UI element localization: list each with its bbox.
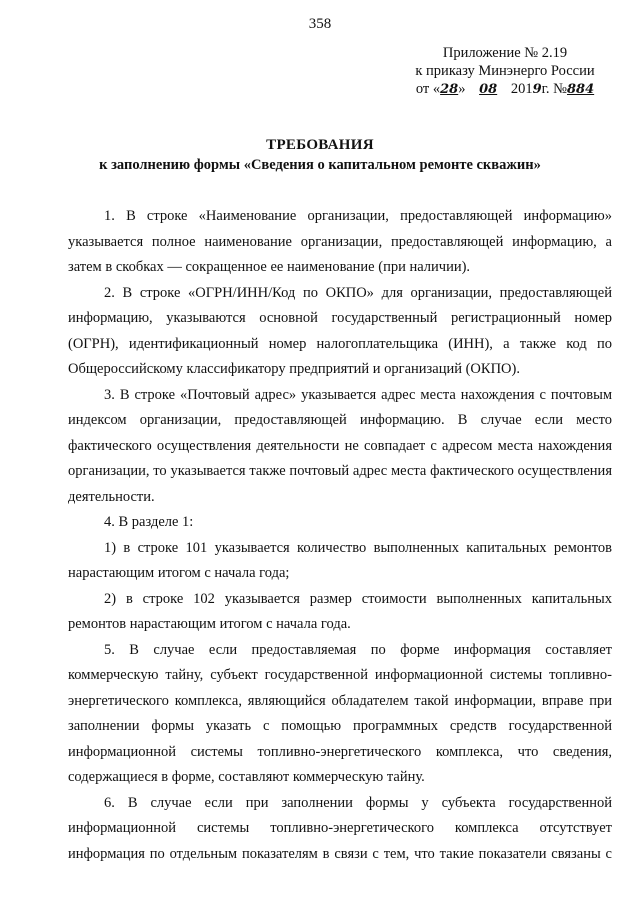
document-title: ТРЕБОВАНИЯ [266,137,374,153]
document-subtitle: к заполнению формы «Сведения о капитальном ремонте скважин» [99,157,541,173]
paragraph-5: 5. В случае если предоставляемая по форме информация составляет коммерческую тайну, субъект государственной информационной системы топливно-энергетического комплекса, являющийся обладателем такой информации, вправе при заполнении формы указать с помощью программных средств государственной информационной системы топливно-энергетического комплекса, что сведения, содержащиеся в форме, составляют коммерческую тайну. [68,641,612,785]
paragraph-4-2: 2) в строке 102 указывается размер стоимости выполненных капитальных ремонтов нарастающим итогом с начала года. [68,590,612,632]
paragraph-4-1: 1) в строке 101 указывается количество выполненных капитальных ремонтов нарастающим итогом с начала года; [68,539,612,581]
order-number-prefix: г. № [541,81,568,97]
order-number-handwritten: 884 [567,82,595,97]
appendix-line-3 [400,80,610,99]
page-number: 358 [308,16,332,32]
document-body [68,204,612,867]
date-sep-1: » [458,81,470,97]
date-day-handwritten: 28 [440,82,459,97]
paragraph-6: 6. В случае если при заполнении формы у субъекта государственной информационной системы топливно-энергетического комплекса отсутствует информация по отдельным показателям в связи с тем, что такие показатели связаны с [68,794,612,862]
appendix-line-1: Приложение № 2.19 [442,45,568,61]
paragraph-4: 4. В разделе 1: [104,514,194,530]
date-year-digit-handwritten: 9 [532,82,542,97]
paragraph-2: 2. В строке «ОГРН/ИНН/Код по ОКПО» для организации, предоставляющей информацию, указываются основной государственный регистрационный номер (ОГРН), идентификационный номер налогоплательщика (ИНН), а также код по Общероссийскому классификатору предприятий и организаций (ОКПО). [68,284,612,377]
paragraph-1: 1. В строке «Наименование организации, предоставляющей информацию» указывается полное наименование организации, предоставляющей информацию, а затем в скобках — сокращенное ее наименование (при наличии). [68,208,612,275]
date-sep-2: 201 [507,81,533,97]
appendix-line-2: к приказу Минэнерго России [415,63,595,79]
paragraph-3: 3. В строке «Почтовый адрес» указывается адрес места нахождения с почтовым индексом организации, предоставляющей информацию. В случае если место фактического осуществления деятельности не совпадает с адресом места нахождения организации, то указывается также почтовый адрес места фактического осуществления деятельности. [68,386,612,505]
appendix-header [400,44,610,99]
date-month-handwritten: 08 [479,82,498,97]
date-prefix: от « [415,81,441,97]
